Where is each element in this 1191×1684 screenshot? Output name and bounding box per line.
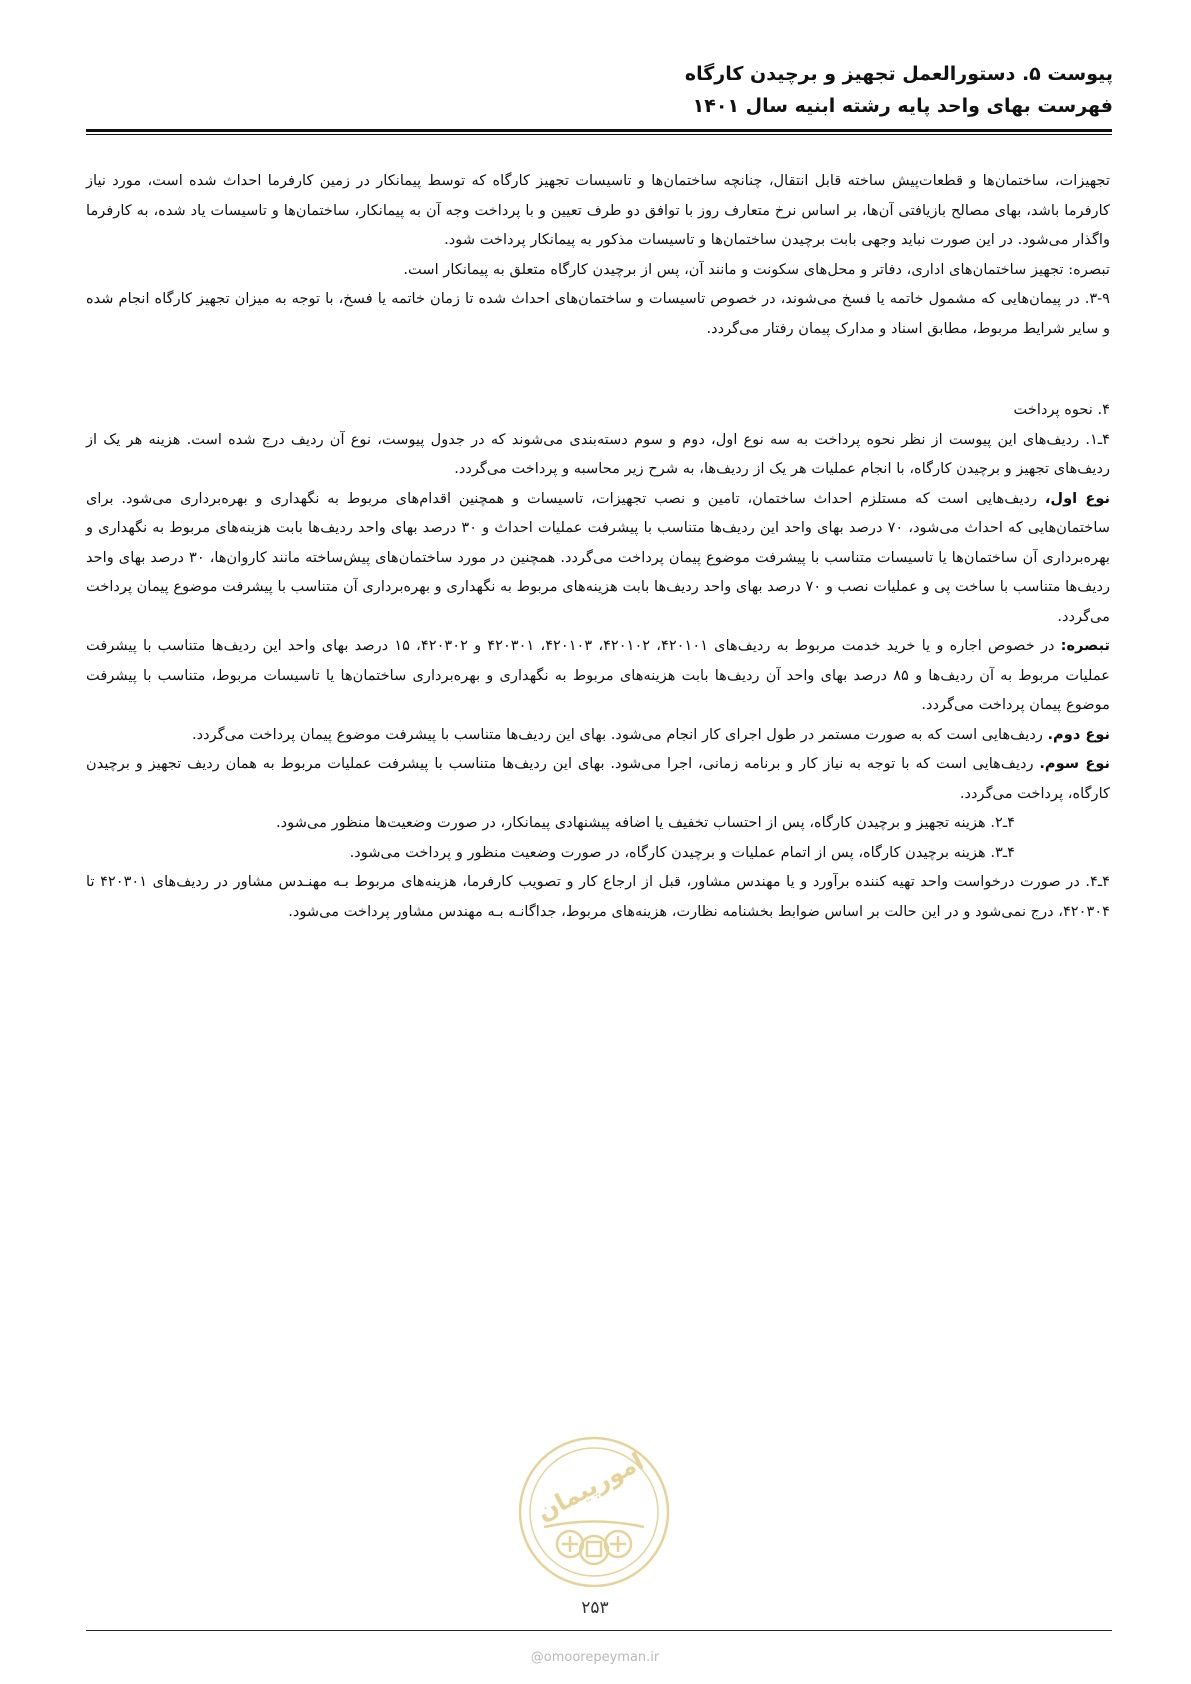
page-header: [83, 58, 1113, 122]
type-one-text: ردیف‌هایی است که مستلزم احداث ساختمان، تامین و نصب تجهیزات، تاسیسات و همچنین اقدام‌های مربوط به نگهداری و بهره‌برداری می‌شود. برای ساختمان‌هایی که احداث می‌شود، ۷۰ درصد بهای واحد این ردیف‌ها متناسب با پیشرفت عملیات احداث و ۳۰ درصد بهای واحد ردیف‌ها بابت هزینه‌های مربوط به نگهداری و بهره‌برداری آن ساختمان‌ها یا تاسیسات متناسب با پیشرفت موضوع پیمان پرداخت می‌گردد. همچنین در مورد ساختمان‌های پیش‌ساخته مانند کاروان‌ها، ۳۰ درصد بهای واحد ردیف‌ها متناسب با ساخت پی و عملیات نصب و ۷۰ درصد بهای واحد ردیف‌ها بابت هزینه‌های مربوط به نگهداری و بهره‌برداری آن متناسب با پیشرفت موضوع پیمان پرداخت می‌گردد.: [86, 489, 1110, 625]
paragraph-4-1: ۴ـ۱. ردیف‌های این پیوست از نظر نحوه پرداخت به سه نوع اول، دوم و سوم دسته‌بندی می‌شوند که در جدول پیوست، نوع آن ردیف درج شده است. هزینه هر یک از ردیف‌های تجهیز و برچیدن کارگاه، با انجام عملیات هر یک از ردیف‌ها، به شرح زیر محاسبه و پرداخت می‌گردد.: [86, 430, 1110, 477]
section-gap: [86, 343, 1110, 395]
paragraph-4-4: ۴ـ۴. در صورت درخواست واحد تهیه کننده برآورد و یا مهندس مشاور، قبل از ارجاع کار و تصویب کارفرما، هزینه‌های مربوط بـه مهنـدس مشاور در ردیف‌های ۴۲۰۳۰۱ تا ۴۲۰۳۰۴، درج نمی‌شود و در این حالت بر اساس ضوابط بخشنامه نظارت، هزینه‌های مربوط، جداگانـه بـه مهندس مشاور پرداخت می‌شود.: [86, 873, 1110, 920]
paragraph-note-office-buildings: تبصره: تجهیز ساختمان‌های اداری، دفاتر و محل‌های سکونت و مانند آن، پس از برچیدن کارگاه متعلق به پیمانکار است.: [403, 260, 1110, 278]
note-text: در خصوص اجاره و یا خرید خدمت مربوط به ردیف‌های ۴۲۰۱۰۱، ۴۲۰۱۰۲، ۴۲۰۱۰۳، ۴۲۰۳۰۱ و ۴۲۰۳۰۲، ۱۵ درصد بهای واحد این ردیف‌ها متناسب با پیشرفت عملیات مربوط به آن ردیف‌ها و ۸۵ درصد بهای واحد آن ردیف‌ها بابت هزینه‌های مربوط به نگهداری و بهره‌برداری ساختمان‌ها یا تاسیسات مربوط، متناسب با پیشرفت موضوع پیمان پرداخت می‌گردد.: [86, 637, 1110, 713]
paragraph-3-9: ۳-۹. در پیمان‌هایی که مشمول خاتمه یا فسخ می‌شوند، در خصوص تاسیسات و ساختمان‌های احداث شده تا زمان خاتمه یا فسخ، با توجه به میزان تجهیز کارگاه انجام شده و سایر شرایط مربوط، مطابق اسناد و مدارک پیمان رفتار می‌گردد.: [86, 290, 1111, 337]
paragraph-note-rental: [86, 631, 1110, 720]
page-number: ۲۵۳: [581, 1598, 609, 1618]
paragraph-equipment-transfer: تجهیزات، ساختمان‌ها و قطعات‌پیش ساخته قابل انتقال، چنانچه ساختمان‌ها و تاسیسات تجهیز کارگاه که توسط پیمانکار در زمین کارفرما احداث شده است، مورد نیاز کارفرما باشد، بهای مصالح بازیافتی آن‌ها، بر اساس نرخ متعارف روز با توافق دو طرف تعیین و با پرداخت وجه آن به پیمانکار، ساختمان‌ها و تاسیسات یاد شده، به کارفرما واگذار می‌شود. در این صورت نباید وجهی بابت برچیدن ساختمان‌ها و تاسیسات مذکور به پیمانکار پرداخت شود.: [86, 172, 1110, 248]
type-two-label: نوع دوم.: [1047, 725, 1110, 743]
paragraph-type-two: [86, 720, 1110, 750]
note-label: تبصره:: [1060, 637, 1111, 654]
type-two-text: ردیف‌هایی است که به صورت مستمر در طول اجرای کار انجام می‌شود. بهای این ردیف‌ها متناسب با پیشرفت موضوع پیمان پرداخت می‌گردد.: [191, 725, 1048, 743]
section-heading-payment: ۴. نحوه پرداخت: [1013, 401, 1110, 418]
footer-rule: [86, 1630, 1112, 1631]
header-rule-thin: [86, 134, 1112, 135]
paragraph-type-three: [86, 749, 1110, 808]
site-watermark: @omoorepeyman.ir: [530, 1650, 660, 1665]
document-body: [86, 166, 1110, 926]
header-title: پیوست ۵. دستورالعمل تجهیز و برچیدن کارگاه: [684, 63, 1113, 85]
paragraph-type-one: [86, 484, 1110, 632]
paragraph-4-2: ۴ـ۲. هزینه تجهیز و برچیدن کارگاه، پس از احتساب تخفیف یا اضافه پیشنهادی پیمانکار، در صورت وضعیت‌ها منظور می‌شود.: [276, 814, 1015, 831]
type-one-label: نوع اول،: [1044, 489, 1111, 507]
type-three-label: نوع سوم.: [1039, 755, 1110, 772]
type-three-text: ردیف‌هایی است که با توجه به نیاز کار و برنامه زمانی، اجرا می‌شود. بهای این ردیف‌ها متناسب با پیشرفت عملیات مربوط به همان ردیف تجهیز و برچیدن کارگاه، پرداخت می‌گردد.: [86, 755, 1110, 802]
paragraph-4-3: ۴ـ۳. هزینه برچیدن کارگاه، پس از اتمام عملیات و برچیدن کارگاه، در صورت وضعیت منظور و پرداخت می‌شود.: [349, 843, 1015, 861]
header-rule-thick: [86, 129, 1112, 132]
seal-logotype: امورپیمان: [532, 1447, 649, 1527]
header-subtitle: فهرست بهای واحد پایه رشته ابنیه سال ۱۴۰۱: [692, 95, 1113, 117]
omoor-peyman-seal: [514, 1432, 674, 1592]
